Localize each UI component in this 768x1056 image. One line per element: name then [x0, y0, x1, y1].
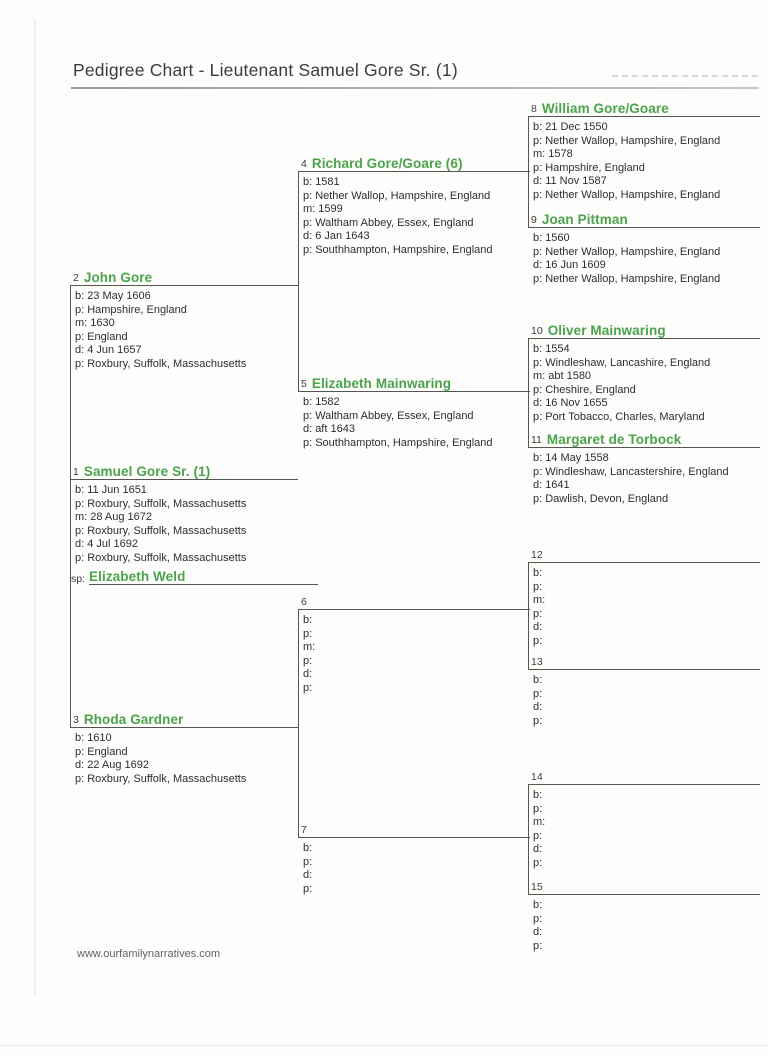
person-3	[70, 710, 298, 786]
field-label: p:	[533, 410, 543, 423]
detail-row	[533, 148, 760, 162]
spouse-label: sp:	[71, 572, 86, 585]
field-label: p:	[533, 829, 543, 842]
field-label: m:	[303, 203, 316, 215]
detail-row	[303, 217, 530, 231]
field-label: p:	[75, 497, 85, 510]
detail-row	[533, 493, 760, 507]
detail-row	[533, 674, 760, 688]
field-label: d:	[533, 926, 543, 938]
detail-row	[303, 641, 530, 655]
field-label: p:	[533, 161, 543, 174]
field-value: 23 May 1606	[87, 290, 151, 302]
detail-row	[533, 816, 760, 830]
field-label: b:	[533, 789, 543, 801]
field-label: p:	[533, 607, 543, 620]
page-title: Pedigree Chart - Lieutenant Samuel Gore Sr. (1)	[73, 60, 458, 80]
detail-row	[75, 304, 298, 318]
detail-row	[75, 484, 298, 498]
field-label: p:	[303, 216, 313, 229]
field-label: b:	[533, 674, 543, 686]
person-5-name-line	[298, 374, 530, 392]
detail-row	[533, 594, 760, 608]
field-label: b:	[533, 567, 543, 579]
scan-edge-artifact	[0, 1045, 768, 1046]
person-13-details	[528, 670, 760, 728]
person-name: Margaret de Torbock	[546, 431, 682, 447]
person-15-details	[528, 895, 760, 953]
field-value: Southhampton, Hampshire, England	[315, 436, 493, 449]
field-label: b:	[533, 899, 543, 911]
person-number: 14	[531, 770, 543, 783]
field-value: Southhampton, Hampshire, England	[315, 243, 493, 256]
field-value: England	[87, 745, 128, 758]
field-value: 1641	[545, 479, 570, 491]
field-value: Cheshire, England	[545, 383, 636, 396]
field-value: Port Tobacco, Charles, Maryland	[545, 410, 705, 423]
field-label: d:	[533, 479, 543, 491]
person-7-name-line	[298, 820, 530, 838]
person-6-details	[298, 610, 530, 695]
field-label: d:	[75, 759, 85, 771]
detail-row	[533, 175, 760, 189]
person-1-name-line	[70, 462, 298, 480]
field-label: p:	[303, 654, 313, 667]
detail-row	[533, 370, 760, 384]
person-name: Elizabeth Weld	[89, 568, 186, 584]
field-value: 1630	[90, 317, 115, 329]
person-10-name-line	[528, 321, 760, 339]
person-number: 11	[531, 433, 542, 446]
field-value: 1578	[548, 148, 573, 160]
detail-row	[303, 410, 530, 424]
person-12-details	[528, 563, 760, 648]
detail-row	[533, 121, 760, 135]
person-9	[528, 210, 760, 286]
field-label: b:	[75, 732, 85, 744]
person-number: 13	[531, 655, 543, 668]
detail-row	[303, 655, 530, 669]
detail-row	[533, 701, 760, 715]
field-value: 4 Jun 1657	[87, 344, 142, 356]
detail-row	[303, 842, 530, 856]
detail-row	[533, 357, 760, 371]
person-12-name-line	[528, 545, 760, 563]
field-value: Windleshaw, Lancashire, England	[545, 356, 711, 369]
detail-row	[75, 290, 298, 304]
detail-row	[75, 498, 298, 512]
field-label: m:	[533, 370, 546, 382]
person-name: John Gore	[83, 269, 153, 285]
field-value: 1582	[315, 396, 340, 408]
field-label: p:	[75, 330, 85, 343]
field-value: 11 Jun 1651	[87, 484, 147, 496]
field-value: 28 Aug 1672	[90, 511, 153, 523]
field-label: b:	[533, 121, 543, 133]
person-10-details	[528, 339, 760, 424]
person-15-name-line	[528, 877, 760, 895]
field-value: 6 Jan 1643	[315, 230, 370, 242]
field-label: p:	[75, 303, 85, 316]
person-1	[70, 462, 298, 565]
field-label: p:	[533, 492, 543, 505]
person-number: 9	[531, 213, 537, 226]
field-label: p:	[303, 409, 313, 422]
field-value: Roxbury, Suffolk, Massachusetts	[87, 497, 247, 510]
field-value: Hampshire, England	[545, 161, 645, 174]
person-number: 4	[301, 157, 307, 170]
field-label: d:	[533, 175, 543, 187]
field-label: p:	[303, 681, 313, 694]
field-value: aft 1643	[315, 423, 355, 435]
detail-row	[533, 466, 760, 480]
field-label: p:	[533, 383, 543, 396]
field-value: Roxbury, Suffolk, Massachusetts	[87, 357, 247, 370]
field-label: p:	[533, 580, 543, 593]
detail-row	[75, 552, 298, 566]
person-3-details	[70, 728, 298, 786]
field-value: Nether Wallop, Hampshire, England	[545, 188, 721, 201]
person-5-details	[298, 392, 530, 450]
detail-row	[533, 608, 760, 622]
detail-row	[533, 162, 760, 176]
field-label: p:	[533, 134, 543, 147]
field-value: 11 Nov 1587	[545, 175, 607, 187]
field-label: p:	[303, 243, 313, 256]
field-label: p:	[75, 551, 85, 564]
field-value: 1599	[318, 203, 343, 215]
scan-edge-artifact	[34, 20, 36, 995]
person-12	[528, 545, 760, 648]
person-15	[528, 877, 760, 953]
field-label: p:	[533, 634, 543, 647]
detail-row	[303, 437, 530, 451]
person-number: 3	[73, 713, 79, 726]
field-value: 1610	[87, 732, 112, 744]
field-value: Nether Wallop, Hampshire, England	[315, 189, 491, 202]
field-value: 22 Aug 1692	[87, 759, 149, 771]
detail-row	[303, 176, 530, 190]
field-value: Roxbury, Suffolk, Massachusetts	[87, 524, 247, 537]
person-13	[528, 652, 760, 728]
detail-row	[533, 789, 760, 803]
person-2-details	[70, 286, 298, 371]
detail-row	[533, 479, 760, 493]
detail-row	[303, 628, 530, 642]
field-label: d:	[303, 869, 313, 881]
detail-row	[303, 203, 530, 217]
field-label: p:	[303, 436, 313, 449]
detail-row	[533, 189, 760, 203]
person-7	[298, 820, 530, 896]
detail-row	[75, 358, 298, 372]
person-number: 6	[301, 595, 307, 608]
person-number: 5	[301, 377, 307, 390]
detail-row	[303, 423, 530, 437]
person-number: 2	[73, 271, 79, 284]
field-label: p:	[303, 189, 313, 202]
field-label: d:	[303, 668, 313, 680]
detail-row	[533, 411, 760, 425]
field-value: Windleshaw, Lancastershire, England	[545, 465, 729, 478]
detail-row	[303, 614, 530, 628]
field-label: p:	[75, 357, 85, 370]
field-label: d:	[533, 621, 543, 633]
field-value: 1554	[545, 343, 570, 355]
field-value: Dawlish, Devon, England	[545, 492, 669, 505]
field-value: Waltham Abbey, Essex, England	[315, 409, 474, 422]
field-value: Roxbury, Suffolk, Massachusetts	[87, 772, 247, 785]
person-name: Samuel Gore Sr. (1)	[83, 463, 211, 479]
person-8	[528, 99, 760, 202]
field-label: d:	[533, 843, 543, 855]
detail-row	[303, 190, 530, 204]
field-value: Waltham Abbey, Essex, England	[315, 216, 474, 229]
person-14	[528, 767, 760, 870]
person-number: 12	[531, 548, 543, 561]
person-13-name-line	[528, 652, 760, 670]
person-2-name-line	[70, 268, 298, 286]
field-label: p:	[533, 912, 543, 925]
field-value: Nether Wallop, Hampshire, England	[545, 245, 721, 258]
field-label: p:	[533, 802, 543, 815]
detail-row	[75, 732, 298, 746]
person-name: Richard Gore/Goare (6)	[311, 155, 463, 171]
person-number: 1	[73, 465, 79, 478]
field-value: 16 Jun 1609	[545, 259, 606, 271]
field-label: p:	[533, 356, 543, 369]
field-value: 4 Jul 1692	[87, 538, 138, 550]
detail-row	[533, 913, 760, 927]
field-value: 1560	[545, 232, 570, 244]
field-label: p:	[303, 627, 313, 640]
detail-row	[533, 567, 760, 581]
website-url: www.ourfamilynarratives.com	[77, 948, 221, 960]
person-number: 7	[301, 823, 307, 836]
person-7-details	[298, 838, 530, 896]
detail-row	[303, 396, 530, 410]
field-value: abt 1580	[548, 370, 592, 382]
field-label: p:	[75, 745, 85, 758]
detail-row	[303, 682, 530, 696]
field-label: d:	[303, 423, 313, 435]
field-label: d:	[533, 701, 543, 713]
detail-row	[533, 397, 760, 411]
field-label: p:	[533, 714, 543, 727]
detail-row	[75, 759, 298, 773]
field-label: b:	[303, 842, 313, 854]
field-label: p:	[75, 772, 85, 785]
spouse	[70, 567, 318, 585]
detail-row	[533, 926, 760, 940]
field-value: 1581	[315, 176, 340, 188]
detail-row	[75, 511, 298, 525]
detail-row	[303, 230, 530, 244]
detail-row	[533, 384, 760, 398]
field-label: b:	[533, 232, 543, 244]
field-label: b:	[75, 290, 85, 302]
detail-row	[533, 259, 760, 273]
detail-row	[533, 803, 760, 817]
field-label: b:	[303, 396, 313, 408]
person-4-details	[298, 172, 530, 257]
detail-row	[533, 715, 760, 729]
person-name: William Gore/Goare	[541, 100, 669, 116]
detail-row	[533, 688, 760, 702]
person-4-name-line	[298, 154, 530, 172]
person-8-details	[528, 117, 760, 202]
detail-row	[533, 452, 760, 466]
person-14-name-line	[528, 767, 760, 785]
title-rule	[71, 87, 759, 89]
person-3-name-line	[70, 710, 298, 728]
person-5	[298, 374, 530, 450]
field-label: d:	[303, 230, 313, 242]
detail-row	[303, 869, 530, 883]
person-8-name-line	[528, 99, 760, 117]
detail-row	[533, 621, 760, 635]
detail-row	[75, 344, 298, 358]
detail-row	[533, 940, 760, 954]
person-number: 8	[531, 102, 537, 115]
detail-row	[303, 668, 530, 682]
detail-row	[533, 581, 760, 595]
person-11	[528, 430, 760, 506]
person-2	[70, 268, 298, 371]
detail-row	[533, 343, 760, 357]
detail-row	[75, 773, 298, 787]
field-value: 21 Dec 1550	[545, 121, 608, 133]
detail-row	[533, 830, 760, 844]
field-label: m:	[533, 148, 546, 160]
detail-row	[75, 331, 298, 345]
person-name: Oliver Mainwaring	[547, 322, 666, 338]
person-number: 15	[531, 880, 543, 893]
scan-artifact	[612, 75, 758, 77]
field-value: 14 May 1558	[545, 452, 609, 464]
field-label: b:	[533, 343, 543, 355]
field-label: p:	[303, 855, 313, 868]
field-label: p:	[533, 856, 543, 869]
field-label: b:	[533, 452, 543, 464]
spouse-name-line	[70, 567, 318, 585]
person-9-details	[528, 228, 760, 286]
field-label: m:	[533, 816, 546, 828]
detail-row	[303, 883, 530, 897]
field-value: Hampshire, England	[87, 303, 187, 316]
field-label: p:	[533, 245, 543, 258]
field-label: m:	[75, 317, 88, 329]
field-label: d:	[533, 397, 543, 409]
field-label: m:	[75, 511, 88, 523]
field-value: 16 Nov 1655	[545, 397, 608, 409]
person-14-details	[528, 785, 760, 870]
field-label: p:	[533, 939, 543, 952]
field-label: p:	[533, 188, 543, 201]
field-label: p:	[533, 465, 543, 478]
field-value: Nether Wallop, Hampshire, England	[545, 272, 721, 285]
field-label: m:	[303, 641, 316, 653]
field-label: d:	[75, 344, 85, 356]
field-label: p:	[533, 272, 543, 285]
field-value: England	[87, 330, 128, 343]
detail-row	[75, 538, 298, 552]
field-value: Nether Wallop, Hampshire, England	[545, 134, 721, 147]
detail-row	[533, 843, 760, 857]
detail-row	[533, 135, 760, 149]
field-label: b:	[303, 614, 313, 626]
field-label: d:	[533, 259, 543, 271]
field-label: d:	[75, 538, 85, 550]
field-label: b:	[303, 176, 313, 188]
person-number: 10	[531, 324, 543, 337]
person-6-name-line	[298, 592, 530, 610]
detail-row	[75, 525, 298, 539]
detail-row	[303, 244, 530, 258]
field-label: p:	[75, 524, 85, 537]
person-11-name-line	[528, 430, 760, 448]
detail-row	[75, 746, 298, 760]
detail-row	[533, 857, 760, 871]
detail-row	[533, 246, 760, 260]
person-name: Elizabeth Mainwaring	[311, 375, 452, 391]
field-label: m:	[533, 594, 546, 606]
detail-row	[533, 273, 760, 287]
person-10	[528, 321, 760, 424]
detail-row	[533, 232, 760, 246]
field-label: p:	[303, 882, 313, 895]
field-label: p:	[533, 687, 543, 700]
field-value: Roxbury, Suffolk, Massachusetts	[87, 551, 247, 564]
detail-row	[533, 635, 760, 649]
spouse-name-underline	[89, 568, 318, 585]
person-name: Joan Pittman	[541, 211, 628, 227]
person-11-details	[528, 448, 760, 506]
detail-row	[533, 899, 760, 913]
person-9-name-line	[528, 210, 760, 228]
person-6	[298, 592, 530, 695]
person-4	[298, 154, 530, 257]
detail-row	[303, 856, 530, 870]
person-name: Rhoda Gardner	[83, 711, 184, 727]
person-1-details	[70, 480, 298, 565]
detail-row	[75, 317, 298, 331]
field-label: b:	[75, 484, 85, 496]
